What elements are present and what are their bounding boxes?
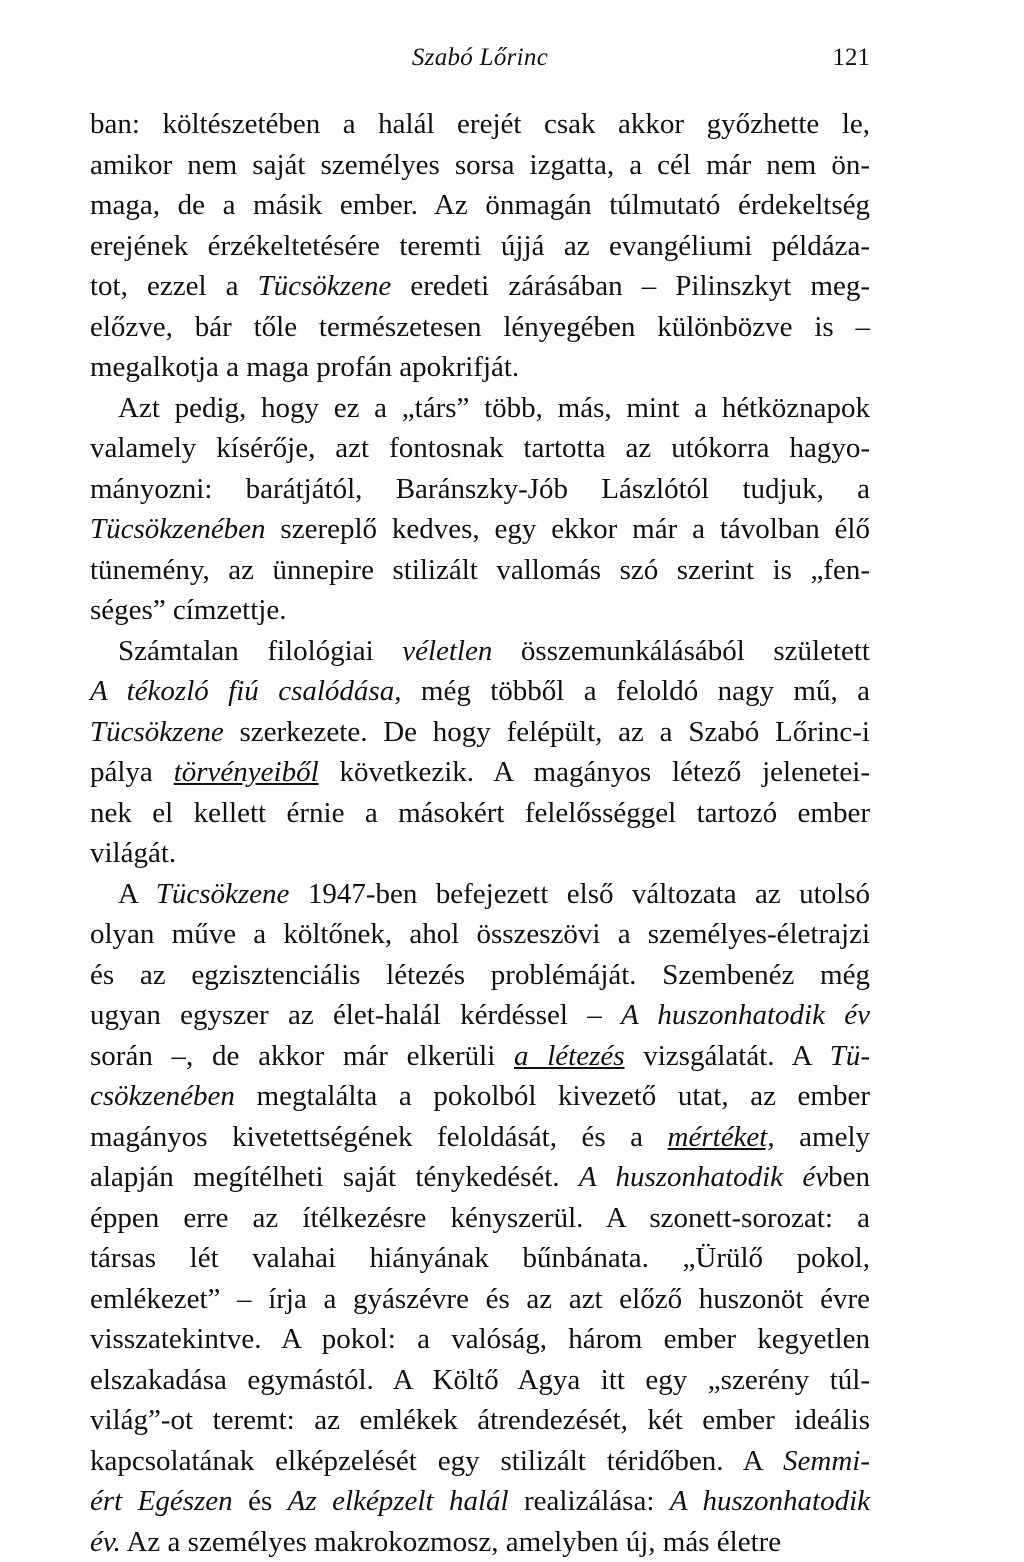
text-line: [90, 1198, 870, 1239]
text-segment: séges” címzettje.: [90, 594, 286, 626]
text-line: [90, 914, 870, 955]
text-segment: világ”-ot teremt: az emlékek átrendezését, két ember ideális: [90, 1404, 870, 1436]
text-segment: világát.: [90, 837, 176, 869]
italic-segment: Tü-: [830, 1040, 870, 1072]
italic-segment: Tücsökzene: [90, 716, 224, 748]
text-segment: még többől a feloldó nagy mű, a: [401, 675, 870, 707]
text-line: [90, 631, 870, 672]
text-segment: alapján megítélheti saját ténykedését.: [90, 1161, 579, 1193]
italic-segment: csökzenében: [90, 1080, 235, 1112]
text-line: [90, 833, 870, 874]
text-segment: tünemény, az ünnepire stilizált vallomás szó szerint is „fen-: [90, 554, 870, 586]
body-text: [90, 104, 870, 1562]
text-line: [90, 671, 870, 712]
text-segment: pálya: [90, 756, 174, 788]
text-segment: ugyan egyszer az élet-halál kérdéssel –: [90, 999, 621, 1031]
text-line: [90, 955, 870, 996]
text-segment: előzve, bár tőle természetesen lényegében különbözve is –: [90, 311, 870, 343]
text-segment: elszakadása egymástól. A Költő Agya itt egy „szerény túl-: [90, 1364, 870, 1396]
text-segment: realizálása:: [509, 1485, 670, 1517]
text-line: [90, 388, 870, 429]
text-segment: amikor nem saját személyes sorsa izgatta, a cél már nem ön-: [90, 149, 870, 181]
text-line: [90, 104, 870, 145]
text-line: [90, 995, 870, 1036]
text-line: [90, 550, 870, 591]
text-line: [90, 1400, 870, 1441]
text-segment: Számtalan filológiai: [118, 635, 402, 667]
text-line: [90, 793, 870, 834]
italic-segment: törvényeiből: [174, 756, 319, 788]
text-segment: 1947-ben befejezett első változata az utolsó: [289, 878, 870, 910]
text-line: [90, 1076, 870, 1117]
text-line: [90, 1117, 870, 1158]
text-segment: tot, ezzel a: [90, 270, 258, 302]
text-line: [90, 1360, 870, 1401]
text-segment: Azt pedig, hogy ez a „társ” több, más, mint a hétköznapok: [118, 392, 870, 424]
page-number: 121: [833, 44, 871, 72]
text-segment: következik. A magányos létező jelenetei-: [319, 756, 870, 788]
text-segment: és az egzisztenciális létezés problémáját. Szembenéz még: [90, 959, 870, 991]
italic-segment: A huszonhatodik év: [579, 1161, 828, 1193]
text-line: [90, 874, 870, 915]
italic-segment: Tücsökzenében: [90, 513, 266, 545]
italic-segment: év.: [90, 1526, 121, 1558]
italic-segment: Az elképzelt halál: [288, 1485, 509, 1517]
text-segment: összemunkálásából született: [492, 635, 870, 667]
italic-segment: A huszonhatodik év: [621, 999, 870, 1031]
text-line: [90, 145, 870, 186]
text-segment: vizsgálatát. A: [625, 1040, 830, 1072]
running-head: Szabó Lőrinc: [90, 44, 870, 72]
text-line: [90, 1481, 870, 1522]
text-line: [90, 1157, 870, 1198]
text-segment: olyan műve a költőnek, ahol összeszövi a személyes-életrajzi: [90, 918, 870, 950]
text-segment: emlékezet” – írja a gyászévre és az azt előző huszonöt évre: [90, 1283, 870, 1315]
italic-segment: Semmi-: [783, 1445, 870, 1477]
text-segment: magányos kivetettségének feloldását, és a: [90, 1121, 668, 1153]
text-segment: megalkotja a maga profán apokrifját.: [90, 351, 519, 383]
text-line: [90, 1319, 870, 1360]
page-header: [90, 44, 870, 78]
italic-segment: mértéket,: [668, 1121, 775, 1153]
text-segment: szerkezete. De hogy felépült, az a Szabó Lőrinc-i: [224, 716, 870, 748]
text-line: [90, 347, 870, 388]
text-segment: ban: költészetében a halál erejét csak akkor győzhette le,: [90, 108, 870, 140]
text-line: [90, 266, 870, 307]
text-line: [90, 712, 870, 753]
text-segment: szereplő kedves, egy ekkor már a távolban élő: [266, 513, 870, 545]
italic-segment: A tékozló fiú csalódása,: [90, 675, 401, 707]
text-segment: nek el kellett érnie a másokért felelősséggel tartozó ember: [90, 797, 870, 829]
text-line: [90, 1522, 870, 1562]
text-line: [90, 1036, 870, 1077]
text-segment: megtalálta a pokolból kivezető utat, az ember: [235, 1080, 870, 1112]
text-line: [90, 428, 870, 469]
text-segment: eredeti zárásában – Pilinszkyt meg-: [391, 270, 870, 302]
text-segment: maga, de a másik ember. Az önmagán túlmutató érdekeltség: [90, 189, 870, 221]
text-segment: mányozni: barátjától, Baránszky-Jób Lászlótól tudjuk, a: [90, 473, 870, 505]
text-segment: kapcsolatának elképzelését egy stilizált téridőben. A: [90, 1445, 783, 1477]
italic-segment: Tücsökzene: [156, 878, 290, 910]
italic-segment: Tücsökzene: [258, 270, 392, 302]
text-segment: és: [233, 1485, 288, 1517]
text-line: [90, 226, 870, 267]
text-segment: ben: [828, 1161, 870, 1193]
text-segment: során –, de akkor már elkerüli: [90, 1040, 514, 1072]
text-line: [90, 1279, 870, 1320]
text-segment: éppen erre az ítélkezésre kényszerül. A szonett-sorozat: a: [90, 1202, 870, 1234]
text-line: [90, 1441, 870, 1482]
text-line: [90, 307, 870, 348]
italic-segment: a létezés: [514, 1040, 625, 1072]
text-line: [90, 185, 870, 226]
text-line: [90, 752, 870, 793]
italic-segment: ért Egészen: [90, 1485, 233, 1517]
text-segment: amely: [775, 1121, 870, 1153]
text-segment: visszatekintve. A pokol: a valóság, három ember kegyetlen: [90, 1323, 870, 1355]
text-segment: Az a személyes makrokozmosz, amelyben új, más életre: [121, 1526, 781, 1558]
text-line: [90, 469, 870, 510]
text-line: [90, 590, 870, 631]
text-segment: társas lét valahai hiányának bűnbánata. „Ürülő pokol,: [90, 1242, 870, 1274]
text-segment: A: [118, 878, 156, 910]
text-line: [90, 1238, 870, 1279]
italic-segment: véletlen: [402, 635, 492, 667]
text-segment: erejének érzékeltetésére teremti újjá az evangéliumi példáza-: [90, 230, 870, 262]
text-line: [90, 509, 870, 550]
text-segment: valamely kísérője, azt fontosnak tartotta az utókorra hagyo-: [90, 432, 870, 464]
italic-segment: A huszonhatodik: [670, 1485, 870, 1517]
